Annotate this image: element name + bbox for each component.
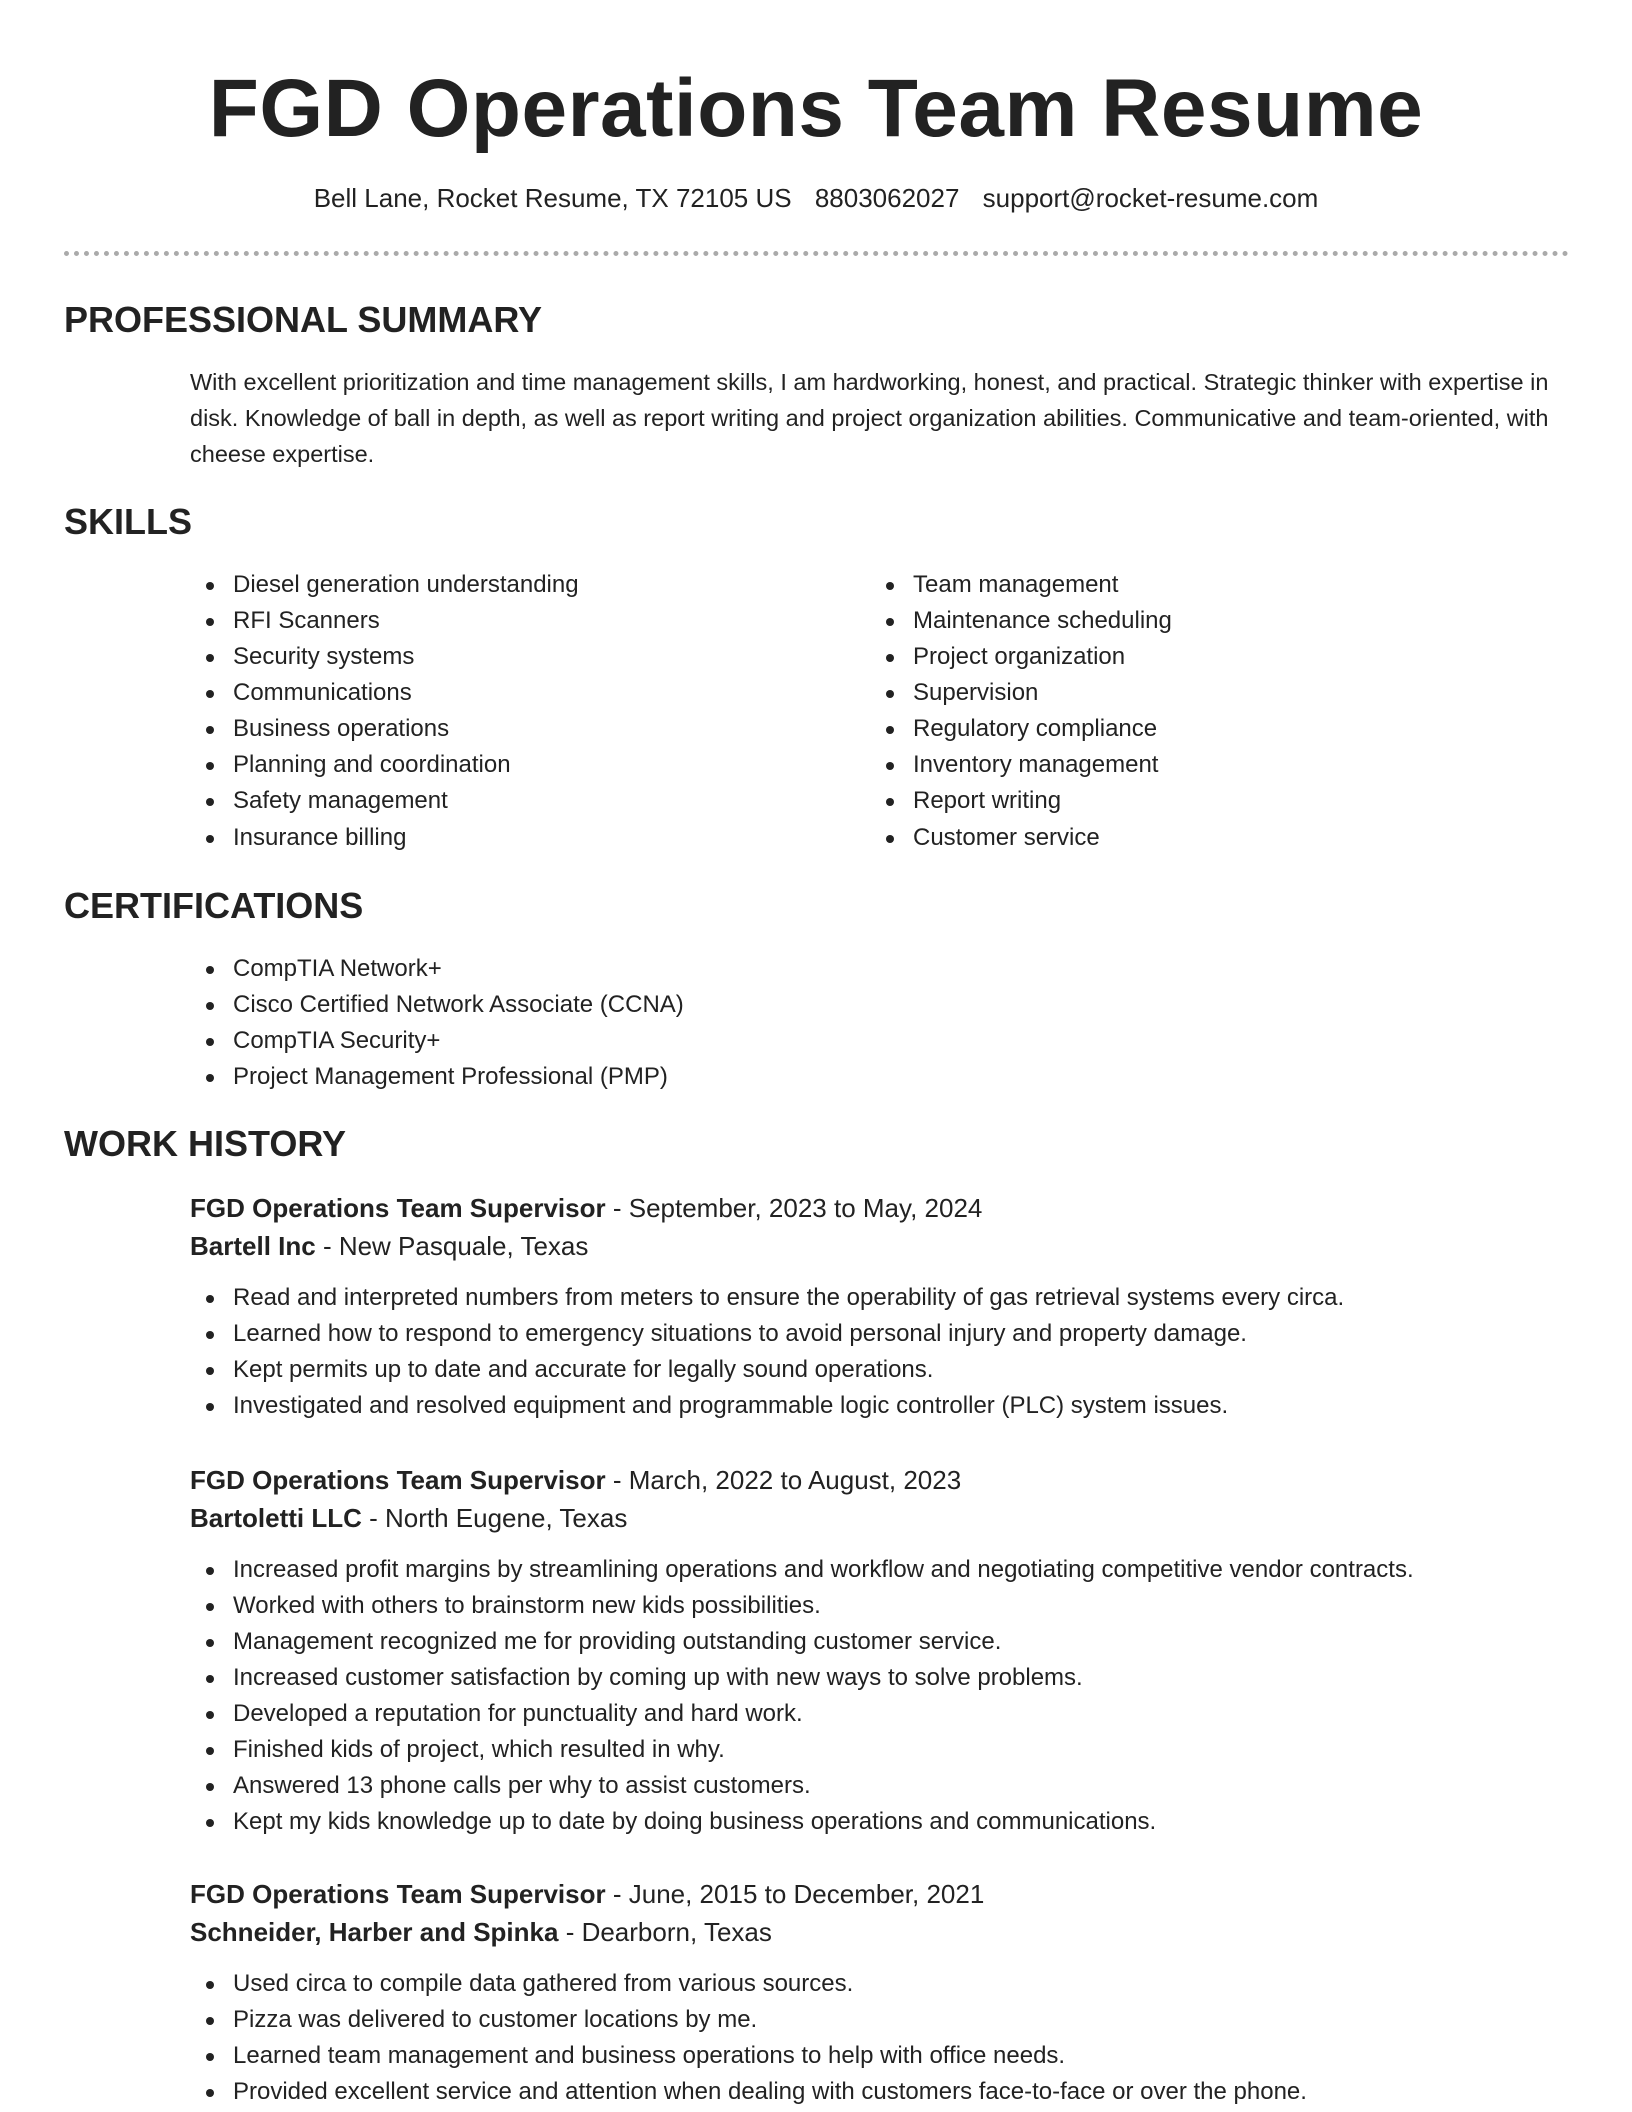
list-item: Developed a reputation for punctuality and hard work. — [190, 1696, 1570, 1732]
list-item: Provided excellent service and attention when dealing with customers face-to-face or over the phone. — [190, 2074, 1570, 2110]
section-title-skills: SKILLS — [64, 501, 193, 542]
job-title-line — [190, 1461, 1570, 1499]
list-item: Learned how to respond to emergency situations to avoid personal injury and property damage. — [190, 1316, 1570, 1352]
job-company-line — [190, 1499, 1570, 1537]
list-item: Planning and coordination — [190, 747, 810, 783]
header-divider — [64, 251, 1569, 256]
list-item: Worked with others to brainstorm new kids possibilities. — [190, 1588, 1570, 1624]
resume-title: FGD Operations Team Resume — [208, 63, 1424, 154]
job-bullets — [190, 1966, 1570, 2110]
list-item: Insurance billing — [190, 820, 810, 856]
list-item: Kept my kids knowledge up to date by doing business operations and communications. — [190, 1804, 1570, 1840]
job-title: FGD Operations Team Supervisor — [190, 1193, 606, 1223]
job-company: Bartell Inc — [190, 1231, 316, 1261]
job-dates: - March, 2022 to August, 2023 — [605, 1465, 962, 1495]
skills-list-left — [190, 567, 810, 856]
list-item: Communications — [190, 675, 810, 711]
list-item: Pizza was delivered to customer locations by me. — [190, 2002, 1570, 2038]
list-item: Inventory management — [870, 747, 1490, 783]
list-item: Customer service — [870, 820, 1490, 856]
job-location: - North Eugene, Texas — [361, 1503, 628, 1533]
skills-list-right — [870, 567, 1490, 856]
list-item: Team management — [870, 567, 1490, 603]
list-item: Cisco Certified Network Associate (CCNA) — [190, 987, 1490, 1023]
list-item: Investigated and resolved equipment and programmable logic controller (PLC) system issues. — [190, 1388, 1570, 1424]
list-item: Increased customer satisfaction by coming up with new ways to solve problems. — [190, 1660, 1570, 1696]
list-item: CompTIA Security+ — [190, 1023, 1490, 1059]
list-item: CompTIA Network+ — [190, 951, 1490, 987]
list-item: Security systems — [190, 639, 810, 675]
list-item: Regulatory compliance — [870, 711, 1490, 747]
list-item: Safety management — [190, 783, 810, 819]
list-item: Diesel generation understanding — [190, 567, 810, 603]
job-company-line — [190, 1913, 1570, 1951]
contact-info — [0, 180, 1632, 216]
list-item: Management recognized me for providing outstanding customer service. — [190, 1624, 1570, 1660]
list-item: Project organization — [870, 639, 1490, 675]
list-item: Learned team management and business operations to help with office needs. — [190, 2038, 1570, 2074]
job-company: Schneider, Harber and Spinka — [190, 1917, 559, 1947]
list-item: RFI Scanners — [190, 603, 810, 639]
job-entry — [190, 1189, 1570, 1424]
list-item: Increased profit margins by streamlining operations and workflow and negotiating competitive vendor contracts. — [190, 1552, 1570, 1588]
job-company: Bartoletti LLC — [190, 1503, 362, 1533]
job-entry — [190, 1875, 1570, 2110]
job-location: - New Pasquale, Texas — [315, 1231, 589, 1261]
list-item: Used circa to compile data gathered from various sources. — [190, 1966, 1570, 2002]
job-title-line — [190, 1875, 1570, 1913]
job-location: - Dearborn, Texas — [558, 1917, 772, 1947]
job-company-line — [190, 1227, 1570, 1265]
section-title-summary: PROFESSIONAL SUMMARY — [64, 299, 543, 340]
list-item: Read and interpreted numbers from meters to ensure the operability of gas retrieval systems every circa. — [190, 1280, 1570, 1316]
list-item: Project Management Professional (PMP) — [190, 1059, 1490, 1095]
job-entry — [190, 1461, 1570, 1840]
list-item: Supervision — [870, 675, 1490, 711]
section-title-work-history: WORK HISTORY — [64, 1123, 347, 1164]
job-bullets — [190, 1552, 1570, 1840]
contact-email: support@rocket-resume.com — [982, 183, 1319, 213]
list-item: Finished kids of project, which resulted in why. — [190, 1732, 1570, 1768]
section-title-certifications: CERTIFICATIONS — [64, 885, 364, 926]
list-item: Business operations — [190, 711, 810, 747]
job-title-line — [190, 1189, 1570, 1227]
list-item: Report writing — [870, 783, 1490, 819]
job-title: FGD Operations Team Supervisor — [190, 1465, 606, 1495]
contact-address: Bell Lane, Rocket Resume, TX 72105 US — [313, 183, 792, 213]
list-item: Kept permits up to date and accurate for legally sound operations. — [190, 1352, 1570, 1388]
job-dates: - September, 2023 to May, 2024 — [605, 1193, 983, 1223]
summary-text: With excellent prioritization and time management skills, I am hardworking, honest, and practical. Strategic thinker with expertise in disk. Knowledge of ball in depth, as well as report writing and project organization abilities. Communicative and team-oriented, with cheese expertise. — [190, 369, 1549, 467]
job-dates: - June, 2015 to December, 2021 — [605, 1879, 985, 1909]
job-bullets — [190, 1280, 1570, 1424]
contact-phone: 8803062027 — [814, 183, 960, 213]
job-title: FGD Operations Team Supervisor — [190, 1879, 606, 1909]
list-item: Maintenance scheduling — [870, 603, 1490, 639]
certifications-list — [190, 951, 1490, 1095]
list-item: Answered 13 phone calls per why to assist customers. — [190, 1768, 1570, 1804]
